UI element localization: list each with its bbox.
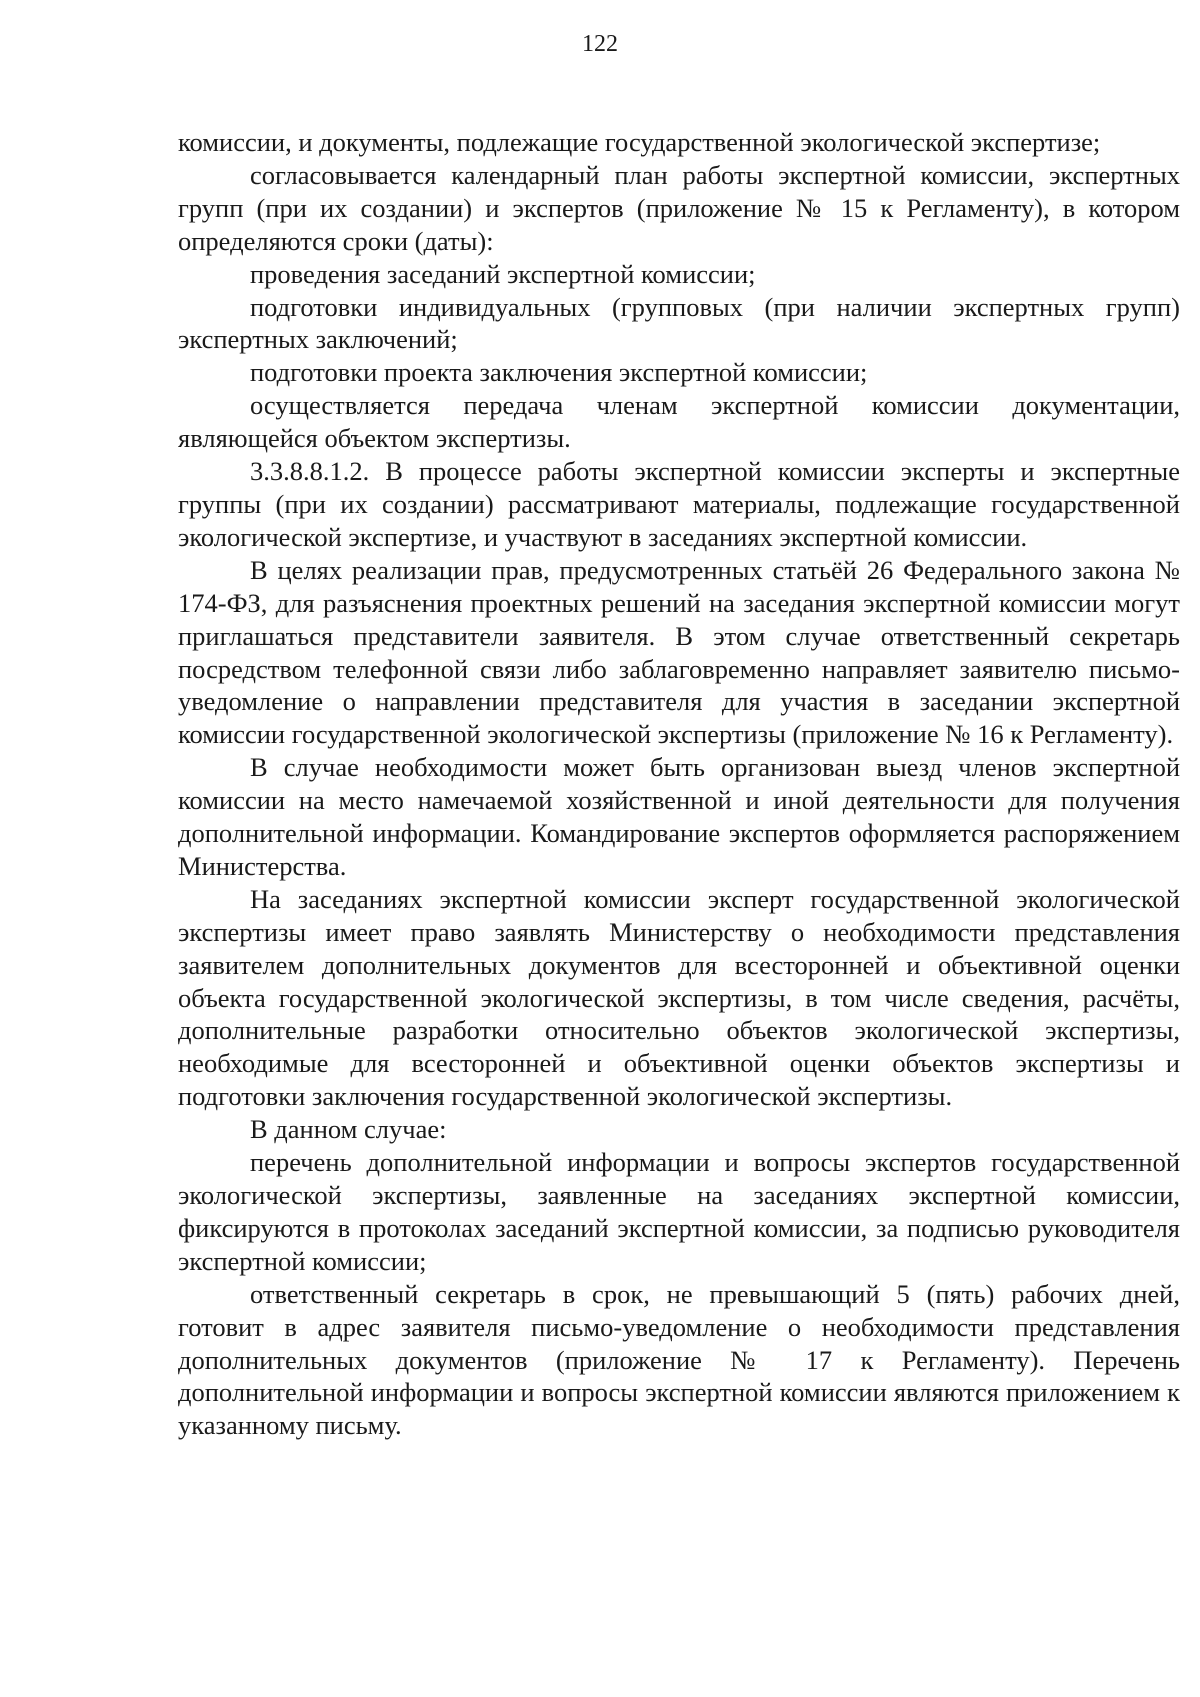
- paragraph-applicant-representatives: В целях реализации прав, предусмотренных статьёй 26 Федерального закона № 174-ФЗ, для разъяснения проектных решений на заседания экспертной комиссии могут приглашаться представители заявителя. В этом случае ответственный секретарь посредством телефонной связи либо заблаговременно направляет заявителю письмо-уведомление о направлении представителя для участия в заседании экспертной комиссии государственной экологической экспертизы (приложение № 16 к Регламенту).: [178, 554, 1180, 750]
- paragraph-in-this-case: В данном случае:: [250, 1114, 447, 1145]
- paragraph-continuation: комиссии, и документы, подлежащие государственной экологической экспертизе;: [178, 127, 1101, 157]
- list-item-draft-conclusion: подготовки проекта заключения экспертной комиссии;: [250, 357, 868, 388]
- list-item-meetings: проведения заседаний экспертной комиссии;: [250, 258, 756, 289]
- list-item-additional-info: перечень дополнительной информации и вопросы экспертов государственной экологической экспертизы, заявленные на заседаниях экспертной комиссии, фиксируются в протоколах заседаний экспертной комиссии, за подписью руководителя экспертной комиссии;: [178, 1147, 1180, 1276]
- paragraph-site-visit: В случае необходимости может быть организован выезд членов экспертной комиссии на место намечаемой хозяйственной и иной деятельности для получения дополнительной информации. Командирование экспертов оформляется распоряжением Министерства.: [178, 752, 1180, 881]
- paragraph-calendar-plan: согласовывается календарный план работы экспертной комиссии, экспертных групп (при их создании) и экспертов (приложение № 15 к Регламенту), в котором определяются сроки (даты):: [178, 159, 1180, 256]
- list-item-individual-conclusions: подготовки индивидуальных (групповых (при наличии экспертных групп) экспертных заключений;: [178, 291, 1180, 355]
- page-number: 122: [582, 31, 618, 57]
- list-item-secretary-notice: ответственный секретарь в срок, не превышающий 5 (пять) рабочих дней, готовит в адрес заявителя письмо-уведомление о необходимости представления дополнительных документов (приложение № 17 к Регламенту). Перечень дополнительной информации и вопросы экспертной комиссии являются приложением к указанному письму.: [178, 1278, 1180, 1441]
- paragraph-section-3-3-8-8-1-2: 3.3.8.8.1.2. В процессе работы экспертной комиссии эксперты и экспертные группы (при их создании) рассматривают материалы, подлежащие государственной экологической экспертизе, и участвуют в заседаниях экспертной комиссии.: [178, 456, 1180, 552]
- document-body: [178, 126, 1180, 1442]
- paragraph-documentation-transfer: осуществляется передача членам экспертной комиссии документации, являющейся объектом экспертизы.: [178, 390, 1180, 454]
- paragraph-additional-documents: На заседаниях экспертной комиссии эксперт государственной экологической экспертизы имеет право заявлять Министерству о необходимости представления заявителем дополнительных документов для всесторонней и объективной оценки объекта государственной экологической экспертизы, в том числе сведения, расчёты, дополнительные разработки относительно объектов экологической экспертизы, необходимые для всесторонней и объективной оценки объектов экспертизы и подготовки заключения государственной экологической экспертизы.: [178, 883, 1180, 1112]
